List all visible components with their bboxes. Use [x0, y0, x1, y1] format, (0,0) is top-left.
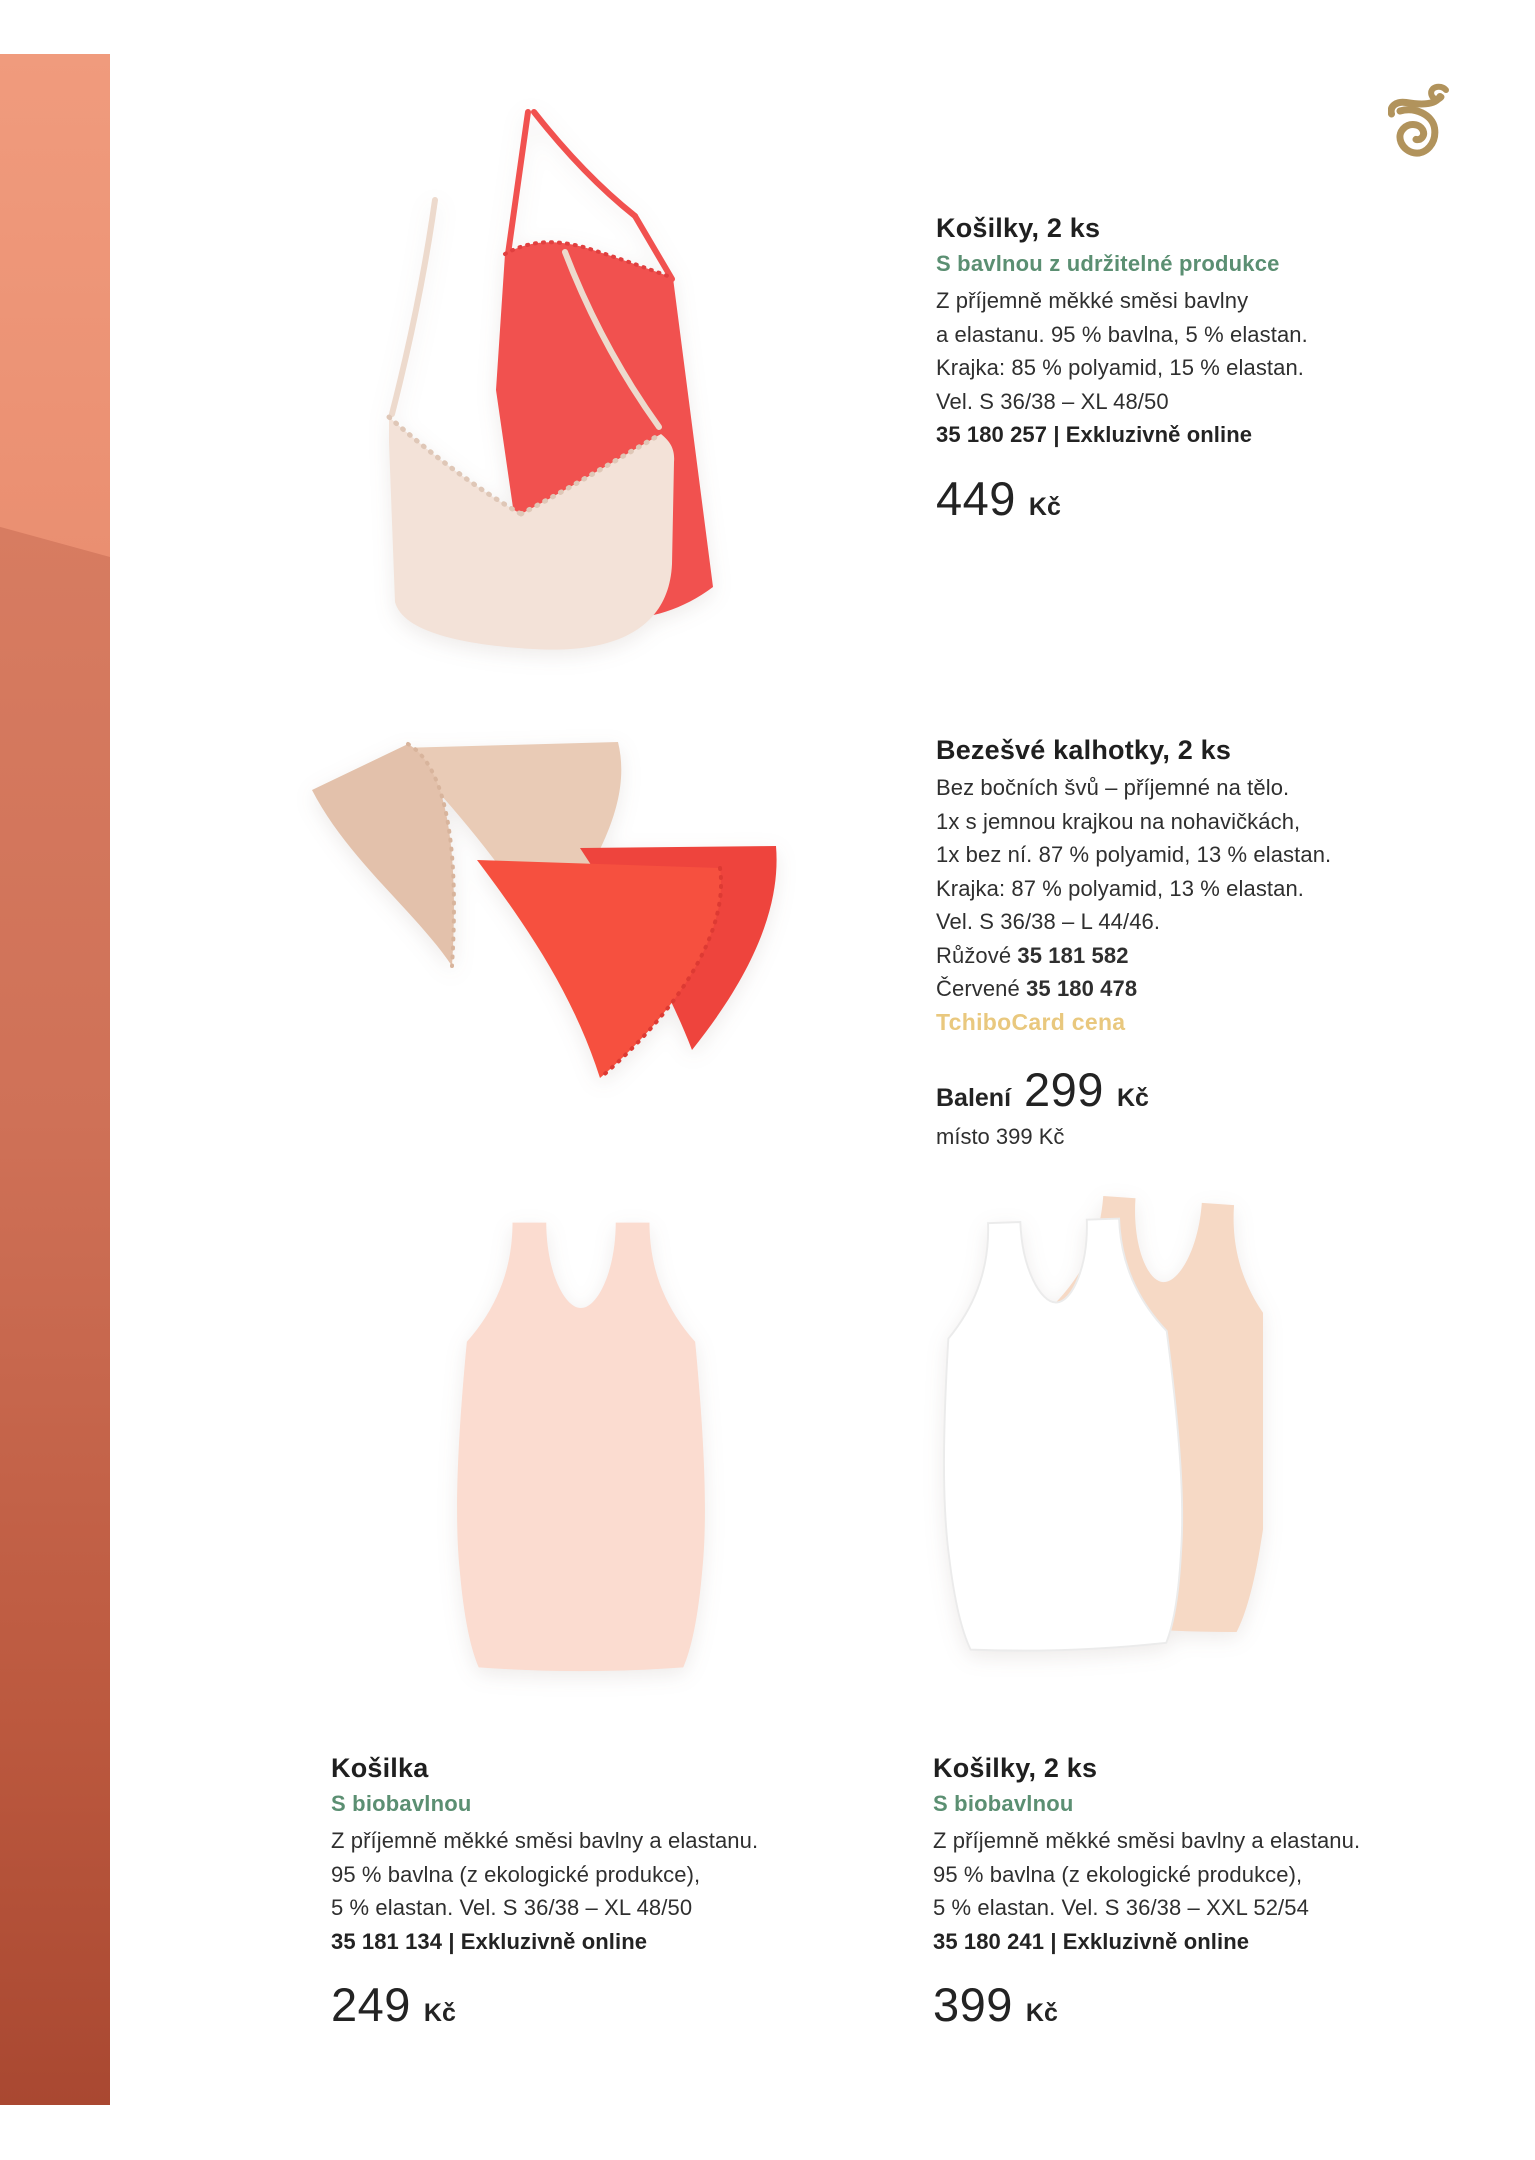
price — [331, 1977, 891, 2032]
price-currency: Kč — [1028, 492, 1061, 521]
variant-code: 35 180 478 — [1026, 976, 1138, 1001]
product-title: Košilky, 2 ks — [933, 1753, 1098, 1783]
description-line: Vel. S 36/38 – L 44/46. — [936, 909, 1161, 934]
description-line: Z příjemně měkké směsi bavlny a elastanu. — [331, 1828, 759, 1853]
description-line: 95 % bavlna (z ekologické produkce), — [331, 1861, 701, 1887]
product-info-briefs — [936, 732, 1436, 1152]
tchibo-logo-icon — [1388, 80, 1452, 164]
product-info-camisoles — [936, 210, 1436, 526]
price-currency: Kč — [423, 1999, 456, 2027]
variant-label: Červené — [936, 976, 1020, 1001]
description-line: 95 % bavlna (z ekologické produkce), — [933, 1861, 1303, 1887]
product-subtitle: S biobavlnou — [933, 1791, 1074, 1816]
price-currency: Kč — [1025, 1999, 1058, 2027]
variant-label: Růžové — [936, 942, 1012, 968]
product-photo-briefs — [300, 728, 780, 1103]
description-line: Z příjemně měkké směsi bavlny a elastanu. — [933, 1828, 1361, 1853]
order-number-line: 35 181 134 | Exkluzivně online — [331, 1928, 648, 1954]
price-value: 249 — [331, 1978, 411, 2031]
product-photo-tank-pair — [933, 1195, 1263, 1680]
description-line: 5 % elastan. Vel. S 36/38 – XXL 52/54 — [933, 1895, 1309, 1920]
product-subtitle: S bavlnou z udržitelné produkce — [936, 251, 1280, 276]
variant-line-pink — [936, 939, 1436, 973]
price — [936, 471, 1436, 526]
variant-line-red — [936, 972, 1436, 1006]
price-value: 399 — [933, 1978, 1013, 2031]
price-value: 449 — [936, 471, 1016, 525]
red-briefs-pair — [477, 846, 777, 1078]
product-title: Bezešvé kalhotky, 2 ks — [936, 735, 1232, 765]
tchibocard-price-label: TchiboCard cena — [936, 1008, 1126, 1035]
product-description — [936, 771, 1436, 1039]
description-line: Bez bočních švů – příjemné na tělo. — [936, 775, 1290, 800]
old-price: místo 399 Kč — [936, 1123, 1065, 1149]
order-number-line: 35 180 241 | Exkluzivně online — [933, 1928, 1250, 1954]
variant-code: 35 181 582 — [1017, 942, 1129, 968]
price-prefix: Balení — [936, 1083, 1012, 1112]
product-title: Košilka — [331, 1753, 429, 1783]
description-line: 1x s jemnou krajkou na nohavičkách, — [936, 808, 1301, 834]
description-line: Vel. S 36/38 – XL 48/50 — [936, 388, 1169, 414]
product-info-tank-pair — [933, 1750, 1493, 2032]
description-line: a elastanu. 95 % bavlna, 5 % elastan. — [936, 321, 1308, 347]
product-info-pink-tank — [331, 1750, 891, 2032]
price — [936, 1062, 1436, 1117]
price — [933, 1977, 1493, 2032]
terracotta-wall-strip — [0, 54, 110, 2105]
product-description — [331, 1824, 891, 1958]
product-photo-camisoles — [375, 82, 770, 667]
product-title: Košilky, 2 ks — [936, 213, 1101, 243]
price-currency: Kč — [1116, 1083, 1149, 1112]
order-number-line: 35 180 257 | Exkluzivně online — [936, 422, 1253, 447]
product-subtitle: S biobavlnou — [331, 1791, 472, 1816]
description-line: Krajka: 87 % polyamid, 13 % elastan. — [936, 875, 1305, 901]
description-line: Krajka: 85 % polyamid, 15 % elastan. — [936, 355, 1305, 380]
pink-tank — [457, 1223, 705, 1671]
price-value: 299 — [1024, 1062, 1104, 1116]
product-description — [936, 284, 1436, 452]
product-photo-pink-tank — [447, 1205, 715, 1687]
description-line: 5 % elastan. Vel. S 36/38 – XL 48/50 — [331, 1895, 693, 1920]
product-description — [933, 1824, 1493, 1958]
description-line: 1x bez ní. 87 % polyamid, 13 % elastan. — [936, 842, 1332, 867]
description-line: Z příjemně měkké směsi bavlny — [936, 288, 1249, 313]
